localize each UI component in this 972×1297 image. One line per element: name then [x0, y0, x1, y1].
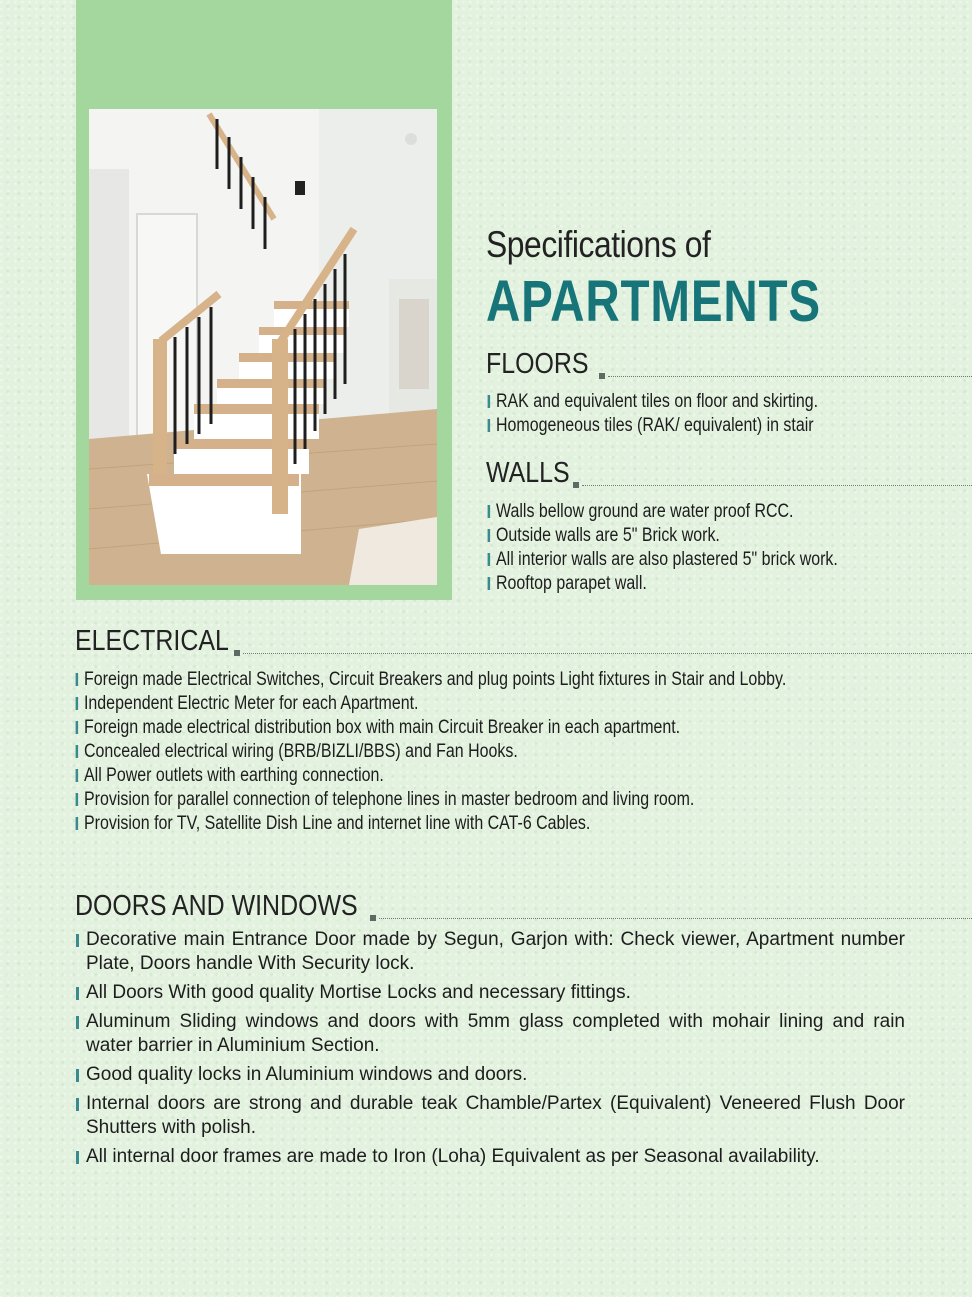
floors-heading: [486, 350, 972, 379]
doors-windows-item-text: Decorative main Entrance Door made by Segun, Garjon with: Check viewer, Apartment number Plate, Doors handle With Security lock.: [86, 929, 905, 974]
floors-item: Homogeneous tiles (RAK/ equivalent) in stair: [496, 414, 818, 438]
doors-windows-item: [86, 1010, 905, 1058]
page-title-line1: Specifications of: [486, 224, 711, 265]
doors-windows-item: [86, 1063, 905, 1087]
walls-heading: [486, 459, 972, 488]
doors-windows-item-text: All Doors With good quality Mortise Locks and necessary fittings.: [86, 982, 631, 1003]
doors-windows-item: [86, 1145, 905, 1169]
doors-windows-item: [86, 1092, 905, 1140]
heading-dotted-rule: [582, 485, 972, 486]
walls-list: [496, 500, 903, 596]
walls-item: Outside walls are 5" Brick work.: [496, 524, 838, 548]
doors-windows-item-text: Internal doors are strong and durable teak Chamble/Partex (Equivalent) Veneered Flush Door Shutters with polish.: [86, 1093, 905, 1138]
walls-heading-text: WALLS: [486, 457, 570, 489]
doors-windows-item-text: All internal door frames are made to Iron (Loha) Equivalent as per Seasonal availability.: [86, 1146, 820, 1167]
doors-windows-list: [86, 928, 905, 1174]
doors-windows-item-text: Aluminum Sliding windows and doors with 5mm glass completed with mohair lining and rain water barrier in Aluminium Section.: [86, 1011, 905, 1056]
electrical-heading: [75, 627, 972, 656]
heading-dotted-rule: [243, 653, 972, 654]
walls-item: Walls bellow ground are water proof RCC.: [496, 500, 838, 524]
doors-windows-item: [86, 981, 905, 1005]
doors-windows-item-text: Good quality locks in Aluminium windows and doors.: [86, 1064, 528, 1085]
heading-marker: [573, 482, 579, 488]
floors-item: RAK and equivalent tiles on floor and skirting.: [496, 391, 819, 412]
electrical-item: Independent Electric Meter for each Apartment.: [84, 692, 786, 716]
heading-marker: [370, 915, 376, 921]
staircase-illustration: [89, 109, 437, 585]
floors-heading-text: FLOORS: [486, 348, 589, 380]
heading-marker: [599, 373, 605, 379]
doors-windows-item: [86, 928, 905, 976]
page-title-line2: APARTMENTS: [486, 269, 821, 334]
electrical-item: Provision for parallel connection of telephone lines in master bedroom and living room.: [84, 788, 786, 812]
walls-item: Rooftop parapet wall.: [496, 572, 838, 596]
heading-marker: [234, 650, 240, 656]
heading-dotted-rule: [608, 376, 972, 377]
electrical-item: Foreign made Electrical Switches, Circuit Breakers and plug points Light fixtures in Stair and Lobby.: [84, 669, 787, 690]
doors-windows-heading: [75, 892, 972, 921]
electrical-heading-text: ELECTRICAL: [75, 625, 229, 657]
walls-item: All interior walls are also plastered 5" brick work.: [496, 549, 838, 570]
heading-dotted-rule: [379, 918, 972, 919]
electrical-item: All Power outlets with earthing connection.: [84, 764, 786, 788]
electrical-item: Foreign made electrical distribution box with main Circuit Breaker in each apartment.: [84, 716, 786, 740]
floors-list: [496, 390, 879, 438]
electrical-item: Provision for TV, Satellite Dish Line and internet line with CAT-6 Cables.: [84, 812, 786, 836]
doors-windows-heading-text: DOORS AND WINDOWS: [75, 890, 358, 922]
staircase-photo: [89, 109, 437, 585]
electrical-item: Concealed electrical wiring (BRB/BIZLI/BBS) and Fan Hooks.: [84, 740, 786, 764]
electrical-list: [84, 668, 920, 836]
